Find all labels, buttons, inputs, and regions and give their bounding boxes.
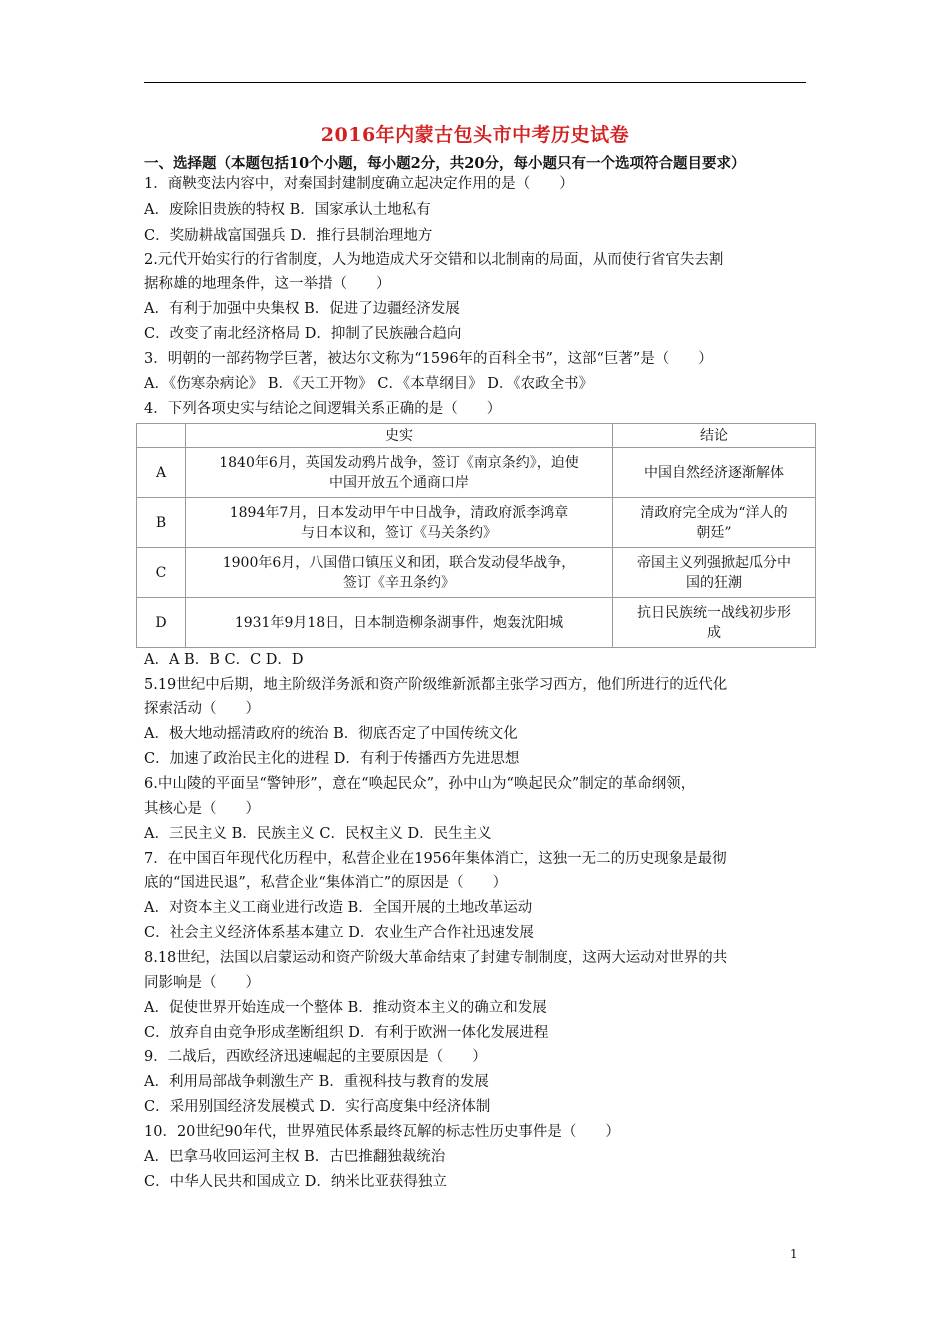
- page-title: 2016年内蒙古包头市中考历史试卷: [320, 124, 630, 146]
- section-heading: 一、选择题（本题包括10个小题，每小题2分，共20分，每小题只有一个选项符合题目要求）: [144, 155, 746, 172]
- question-line: C．改变了南北经济格局 D．抑制了民族融合趋向: [144, 326, 462, 342]
- conclusion-cell: [613, 498, 816, 548]
- fact-cell: [186, 448, 613, 498]
- fact-cell: [186, 598, 613, 648]
- question-line: 3．明朝的一部药物学巨著，被达尔文称为“1596年的百科全书”，这部“巨著”是（ ）: [144, 351, 713, 367]
- fact-cell: [186, 548, 613, 598]
- question-line: 2.元代开始实行的行省制度，人为地造成犬牙交错和以北制南的局面，从而使行省官失去割: [144, 252, 724, 268]
- fact-line: 中国开放五个通商口岸: [329, 474, 469, 491]
- question-line: C．中华人民共和国成立 D．纳米比亚获得独立: [144, 1174, 447, 1190]
- table-header-cell: 史实: [186, 424, 613, 448]
- conclusion-line: 朝廷”: [696, 524, 732, 541]
- fact-line: 签订《辛丑条约》: [343, 574, 455, 591]
- question-line: 10．20世纪90年代，世界殖民体系最终瓦解的标志性历史事件是（ ）: [144, 1124, 620, 1140]
- answer-line: A．A B．B C．C D．D: [144, 652, 304, 668]
- question-line: 4．下列各项史实与结论之间逻辑关系正确的是（ ）: [144, 401, 502, 417]
- conclusion-line: 清政府完全成为“洋人的: [640, 504, 788, 521]
- question-line: 7．在中国百年现代化历程中，私营企业在1956年集体消亡，这独一无二的历史现象是最彻: [144, 851, 727, 867]
- question-line: A．对资本主义工商业进行改造 B．全国开展的土地改革运动: [144, 900, 533, 916]
- fact-line: 1900年6月，八国借口镇压义和团，联合发动侵华战争，: [222, 554, 576, 571]
- fact-line: 与日本议和，签订《马关条约》: [301, 524, 497, 541]
- question-line: A．有利于加强中央集权 B．促进了边疆经济发展: [144, 301, 460, 317]
- question-line: 底的“国进民退”，私营企业“集体消亡”的原因是（ ）: [144, 875, 508, 891]
- question-line: 1．商鞅变法内容中，对秦国封建制度确立起决定作用的是（ ）: [144, 176, 574, 192]
- header-rule: [144, 82, 806, 83]
- table-header-cell: 结论: [613, 424, 816, 448]
- page-number: 1: [790, 1247, 798, 1261]
- conclusion-line: 成: [707, 624, 721, 641]
- table-header-cell: [137, 424, 186, 448]
- table-row: [137, 598, 816, 648]
- question-line: A．极大地动摇清政府的统治 B．彻底否定了中国传统文化: [144, 726, 518, 742]
- question-line: C．放弃自由竞争形成垄断组织 D．有利于欧洲一体化发展进程: [144, 1025, 549, 1041]
- fact-line: 1894年7月，日本发动甲午中日战争，清政府派李鸿章: [229, 504, 569, 521]
- conclusion-line: 国的狂潮: [686, 574, 742, 591]
- question-line: 5.19世纪中后期，地主阶级洋务派和资产阶级维新派都主张学习西方，他们所进行的近代化: [144, 677, 728, 693]
- question-line: A．巴拿马收回运河主权 B．古巴推翻独裁统治: [144, 1149, 446, 1165]
- question-line: A．废除旧贵族的特权 B．国家承认土地私有: [144, 202, 431, 218]
- history-table: [136, 423, 816, 648]
- question-line: 9．二战后，西欧经济迅速崛起的主要原因是（ ）: [144, 1049, 487, 1065]
- question-line: 其核心是（ ）: [144, 801, 260, 817]
- table-row: [137, 548, 816, 598]
- fact-line: 1840年6月，英国发动鸦片战争，签订《南京条约》，迫使: [219, 454, 579, 471]
- question-line: 8.18世纪，法国以启蒙运动和资产阶级大革命结束了封建专制制度，这两大运动对世界的共: [144, 950, 728, 966]
- question-line: C．加速了政治民主化的进程 D．有利于传播西方先进思想: [144, 751, 520, 767]
- fact-cell: [186, 498, 613, 548]
- conclusion-cell: [613, 448, 816, 498]
- row-label: D: [137, 598, 186, 648]
- question-line: C．奖励耕战富国强兵 D．推行县制治理地方: [144, 228, 433, 244]
- question-line: C．采用别国经济发展模式 D．实行高度集中经济体制: [144, 1099, 491, 1115]
- table-row: [137, 448, 816, 498]
- table-header-row: [137, 424, 816, 448]
- question-line: 探索活动（ ）: [144, 701, 260, 717]
- row-label: A: [137, 448, 186, 498]
- fact-line: 1931年9月18日，日本制造柳条湖事件，炮轰沈阳城: [234, 614, 564, 631]
- question-line: A．三民主义 B．民族主义 C．民权主义 D．民生主义: [144, 826, 492, 842]
- conclusion-line: 抗日民族统一战线初步形: [637, 604, 791, 621]
- question-line: A．利用局部战争刺激生产 B．重视科技与教育的发展: [144, 1074, 489, 1090]
- question-line: 据称雄的地理条件，这一举措（ ）: [144, 276, 391, 292]
- question-line: 6.中山陵的平面呈“警钟形”，意在“唤起民众”，孙中山为“唤起民众”制定的革命纲领，: [144, 776, 696, 792]
- question-line: A．《伤寒杂病论》 B．《天工开物》 C．《本草纲目》 D．《农政全书》: [144, 376, 594, 392]
- conclusion-line: 帝国主义列强掀起瓜分中: [637, 554, 791, 571]
- conclusion-line: 中国自然经济逐渐解体: [644, 464, 784, 481]
- question-line: C．社会主义经济体系基本建立 D．农业生产合作社迅速发展: [144, 925, 534, 941]
- conclusion-cell: [613, 548, 816, 598]
- question-line: A．促使世界开始连成一个整体 B．推动资本主义的确立和发展: [144, 1000, 547, 1016]
- question-line: 同影响是（ ）: [144, 975, 260, 991]
- table-row: [137, 498, 816, 548]
- row-label: B: [137, 498, 186, 548]
- conclusion-cell: [613, 598, 816, 648]
- row-label: C: [137, 548, 186, 598]
